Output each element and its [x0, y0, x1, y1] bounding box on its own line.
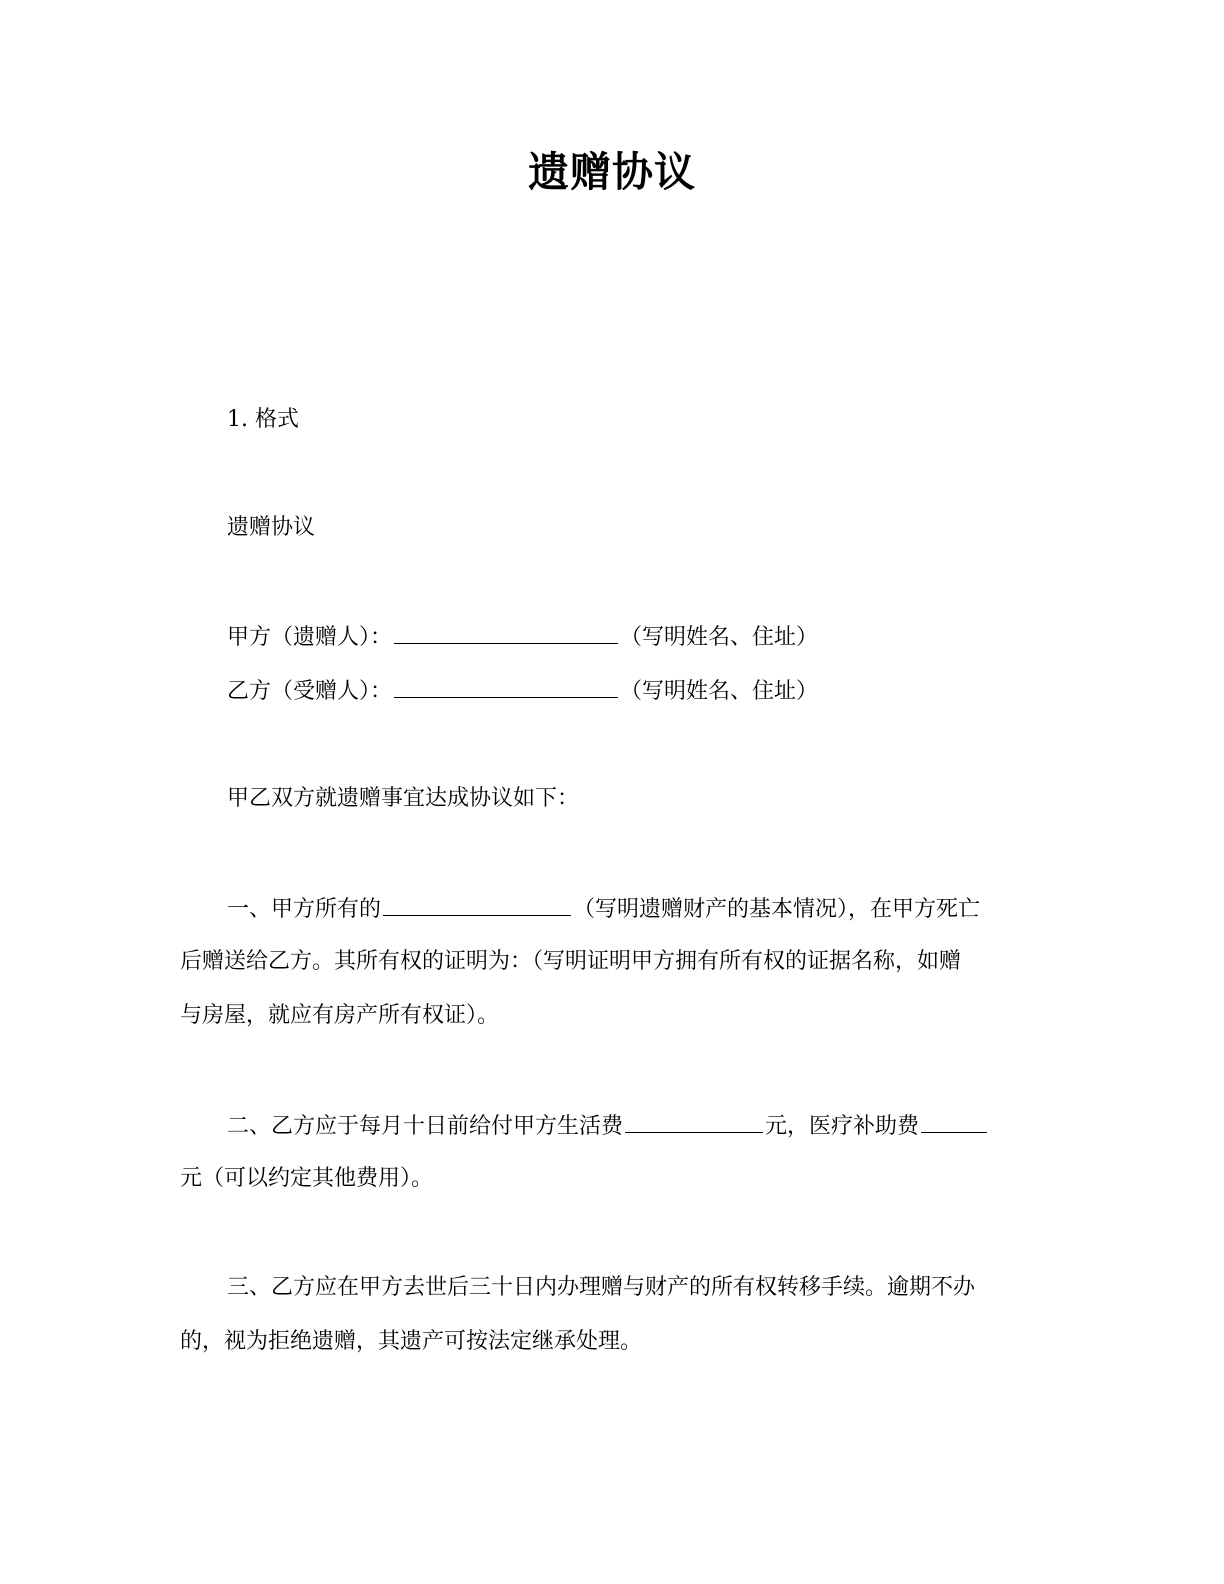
clause-1-prefix: 一、甲方所有的	[227, 897, 382, 922]
party-b-line	[227, 675, 818, 707]
party-a-note: （写明姓名、住址）	[620, 625, 819, 650]
clause-3-line-1: 三、乙方应在甲方去世后三十日内办理赠与财产的所有权转移手续。逾期不办	[227, 1275, 976, 1300]
section-heading: 1. 格式	[227, 407, 299, 432]
medical-subsidy-blank-field[interactable]	[921, 1110, 987, 1133]
living-expense-blank-field[interactable]	[625, 1110, 763, 1133]
clause-2-line-1	[227, 1110, 989, 1142]
party-b-label: 乙方（受赠人）：	[227, 679, 393, 704]
agreement-subtitle: 遗赠协议	[227, 515, 316, 540]
clause-1-line-2: 后赠送给乙方。其所有权的证明为：（写明证明甲方拥有所有权的证据名称，如赠	[180, 949, 962, 974]
party-a-blank-field[interactable]	[394, 621, 618, 644]
clause-3-line-2: 的，视为拒绝遗赠，其遗产可按法定继承处理。	[180, 1329, 643, 1354]
clause-2-line-2: 元（可以约定其他费用）。	[180, 1166, 434, 1191]
party-a-label: 甲方（遗赠人）：	[227, 625, 393, 650]
clause-1-line-3: 与房屋，就应有房产所有权证）。	[180, 1003, 500, 1028]
clause-2-prefix: 二、乙方应于每月十日前给付甲方生活费	[227, 1114, 624, 1139]
party-b-blank-field[interactable]	[394, 675, 618, 698]
party-a-line	[227, 621, 818, 653]
document-title: 遗赠协议	[528, 148, 696, 196]
clause-1-suffix: （写明遗赠财产的基本情况），在甲方死亡	[573, 897, 981, 922]
clause-2-mid: 元，医疗补助费	[765, 1114, 920, 1139]
property-blank-field[interactable]	[383, 893, 571, 916]
clause-1-line-1	[227, 893, 980, 925]
agreement-intro: 甲乙双方就遗赠事宜达成协议如下：	[227, 786, 580, 811]
party-b-note: （写明姓名、住址）	[620, 679, 819, 704]
